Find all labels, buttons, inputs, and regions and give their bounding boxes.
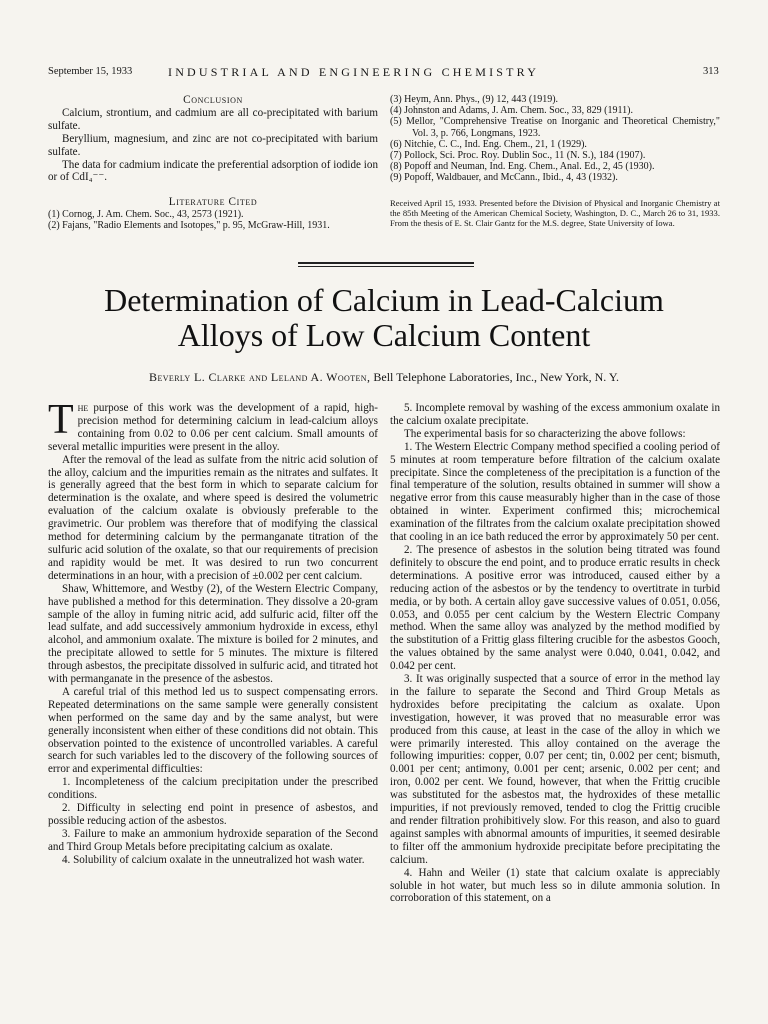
- reference-item: (3) Heym, Ann. Phys., (9) 12, 443 (1919).: [390, 94, 559, 105]
- title-line: Determination of Calcium in Lead-Calcium: [104, 282, 664, 318]
- title-line: Alloys of Low Calcium Content: [177, 317, 591, 353]
- body-paragraph: Shaw, Whittemore, and Westby (2), of the Western Electric Company, have published a method for this determination. They dissolve a 20-gram sample of the alloy in fuming nitric acid, add sulfuric acid, filter off the lead sulfate, and add successively ammonium hydroxide in excess, ethyl alcohol, and ammonium oxalate. The mixture is boiled for 2 minutes, and the precipitate allowed to settle for 5 minutes. The mixture is filtered through asbestos, the precipitate dissolved in sulfuric acid, and titrated hot with permanganate in the presence of the asbestos.: [48, 582, 378, 686]
- reference-item: (5) Mellor, "Comprehensive Treatise on Inorganic and Theoretical Chemistry," Vol. 3, p. 766, Longmans, 1923.: [390, 116, 720, 139]
- section-divider: [298, 266, 474, 267]
- reference-item: (1) Cornog, J. Am. Chem. Soc., 43, 2573 (1921).: [48, 209, 244, 221]
- received-note: Received April 15, 1933. Presented before the Division of Physical and Inorganic Chemistry at the 85th Meeting of the American Chemical Society, Washington, D. C., March 26 to 31, 1933. From the thesis of E. St. Clair Gantz for the M.S. degree, State University of Iowa.: [390, 197, 720, 229]
- reference-item: (7) Pollock, Sci. Proc. Roy. Dublin Soc., 11 (N. S.), 184 (1907).: [390, 150, 646, 162]
- article-column-right: [390, 402, 720, 905]
- conclusion-paragraph: Calcium, strontium, and cadmium are all co-precipitated with barium sulfate.: [48, 106, 378, 132]
- error-source-item: 3. Failure to make an ammonium hydroxide separation of the Second and Third Group Metals before precipitating calcium as oxalate.: [48, 827, 378, 853]
- body-paragraph: The experimental basis for so characterizing the above follows:: [404, 427, 686, 440]
- reference-item: (6) Nitchie, C. C., Ind. Eng. Chem., 21, 1 (1929).: [390, 138, 587, 150]
- body-paragraph: 4. Hahn and Weiler (1) state that calcium oxalate is appreciably soluble in hot water, but much less so in dilute ammonia solution. In corroboration of this statement, on a: [390, 866, 720, 905]
- error-source-item: 1. Incompleteness of the calcium precipitation under the prescribed conditions.: [48, 776, 378, 802]
- reference-item: (9) Popoff, Waldbauer, and McCann., Ibid., 4, 43 (1932).: [390, 172, 618, 184]
- error-source-item: 5. Incomplete removal by washing of the excess ammonium oxalate in the calcium oxalate precipitate.: [390, 402, 720, 427]
- previous-article-end: [48, 94, 378, 232]
- body-paragraph: A careful trial of this method led us to suspect compensating errors. Repeated determinations on the same sample were generally consistent when performed on the same day and by the same analyst, but were generally inconsistent when either of these conditions did not obtain. This observation pointed to the existence of uncontrolled variables. A careful search for such variables led to the discovery of the following sources of error and experimental difficulties:: [48, 685, 378, 776]
- conclusion-paragraph: Beryllium, magnesium, and zinc are not co-precipitated with barium sulfate.: [48, 132, 378, 158]
- author-line: [40, 370, 728, 385]
- journal-title: INDUSTRIAL AND ENGINEERING CHEMISTRY: [168, 65, 540, 79]
- body-paragraph: After the removal of the lead as sulfate from the nitric acid solution of the alloy, calcium and the impurities remain as the nitrates and sulfates. It is generally agreed that the best form in which to separate calcium for determination is the oxalate, and where speed is desired the volumetric evaluation of the calcium oxalate is obviously preferable to the gravimetric. Our problem was therefore that of modifying the classical method for determining calcium by the permanganate titration of the sulfuric acid solution of the oxalate, so that our requirements of precision and rapidity would be met. It was desired to run two concurrent determinations in an hour, with a precision of ±0.002 per cent calcium.: [48, 453, 378, 582]
- running-date: September 15, 1933: [48, 66, 133, 77]
- conclusion-paragraph: The data for cadmium indicate the preferential adsorption of iodide ion or of CdI₄⁻⁻.: [48, 158, 378, 184]
- error-source-item: 4. Solubility of calcium oxalate in the unneutralized hot wash water.: [62, 853, 365, 866]
- page-number: 313: [703, 66, 719, 77]
- author-affiliation: Bell Telephone Laboratories, Inc., New York, N. Y.: [370, 370, 619, 384]
- drop-cap: T: [48, 397, 74, 443]
- article-column-left: [48, 397, 378, 867]
- conclusion-heading: Conclusion: [183, 94, 243, 106]
- body-paragraph: 3. It was originally suspected that a source of error in the method lay in the failure to separate the Second and Third Group Metals as hydroxides before precipitating the calcium as oxalate. Upon investigation, however, it was proved that no measurable error was produced from this cause, at least in the case of the alloy in which we were primarily interested. This alloy contained on the average the following impurities: copper, 0.07 per cent; tin, 0.002 per cent; bismuth, 0.001 per cent; antimony, 0.001 per cent; arsenic, 0.002 per cent; and iron, 0.002 per cent. We found, however, that when the Frittig crucible was substituted for the asbestos mat, the hydroxides of these metallic impurities, if not previously removed, tended to clog the Frittig crucible and render filtration prohibitively slow. For this reason, and also to guard against samples with abnormal amounts of impurities, it seemed desirable to filter off the ammonium hydroxide precipitate before precipitating the calcium.: [390, 673, 720, 866]
- first-word: he: [77, 402, 89, 414]
- section-divider: [298, 262, 474, 264]
- reference-list: [48, 209, 378, 231]
- article-title: [40, 283, 728, 353]
- intro-text: purpose of this work was the development of a rapid, high-precision method for determining calcium in lead-calcium alloys containing from 0.02 to 0.06 per cent calcium. Small amounts of several metallic impurities were present in the alloy.: [48, 402, 378, 453]
- reference-list: [390, 94, 720, 184]
- literature-cited-heading: Literature Cited: [168, 196, 258, 209]
- body-paragraph: 1. The Western Electric Company method specified a cooling period of 5 minutes at room temperature before filtration of the calcium oxalate precipitate. Since the completeness of the precipitation is a function of the final temperature of the solution, results obtained in summer will show a negative error from this cause measurably higher than in the case of those obtained in winter. Experiment confirmed this; microchemical examination of the filtrates from the calcium oxalate precipitation showed that cooling in an ice bath reduced the error by approximately 50 per cent.: [390, 440, 720, 544]
- reference-item: (4) Johnston and Adams, J. Am. Chem. Soc., 33, 829 (1911).: [390, 105, 633, 117]
- body-paragraph: 2. The presence of asbestos in the solution being titrated was found definitely to obscure the end point, and to produce erratic results in check determinations. A positive error was introduced, caused either by a reducing action of the asbestos or by the tendency to overtitrate in turbid media, or by both. A certain alloy gave successive values of 0.051, 0.056, 0.053, and 0.055 per cent calcium by the Western Electric Company method. When the same alloy was analyzed by the method modified by the substitution of a Frittig glass filtering crucible for the asbestos Gooch, the values obtained by the same analyst were 0.040, 0.041, 0.042, and 0.042 per cent.: [390, 543, 720, 673]
- intro-paragraph: [48, 397, 378, 454]
- error-source-item: 2. Difficulty in selecting end point in presence of asbestos, and possible reducing action of the asbestos.: [48, 802, 378, 827]
- author-names: Beverly L. Clarke and Leland A. Wooten,: [149, 370, 371, 384]
- reference-item: (8) Popoff and Neuman, Ind. Eng. Chem., Anal. Ed., 2, 45 (1930).: [390, 161, 655, 173]
- reference-item: (2) Fajans, "Radio Elements and Isotopes," p. 95, McGraw-Hill, 1931.: [48, 220, 330, 232]
- reference-column: [390, 94, 720, 228]
